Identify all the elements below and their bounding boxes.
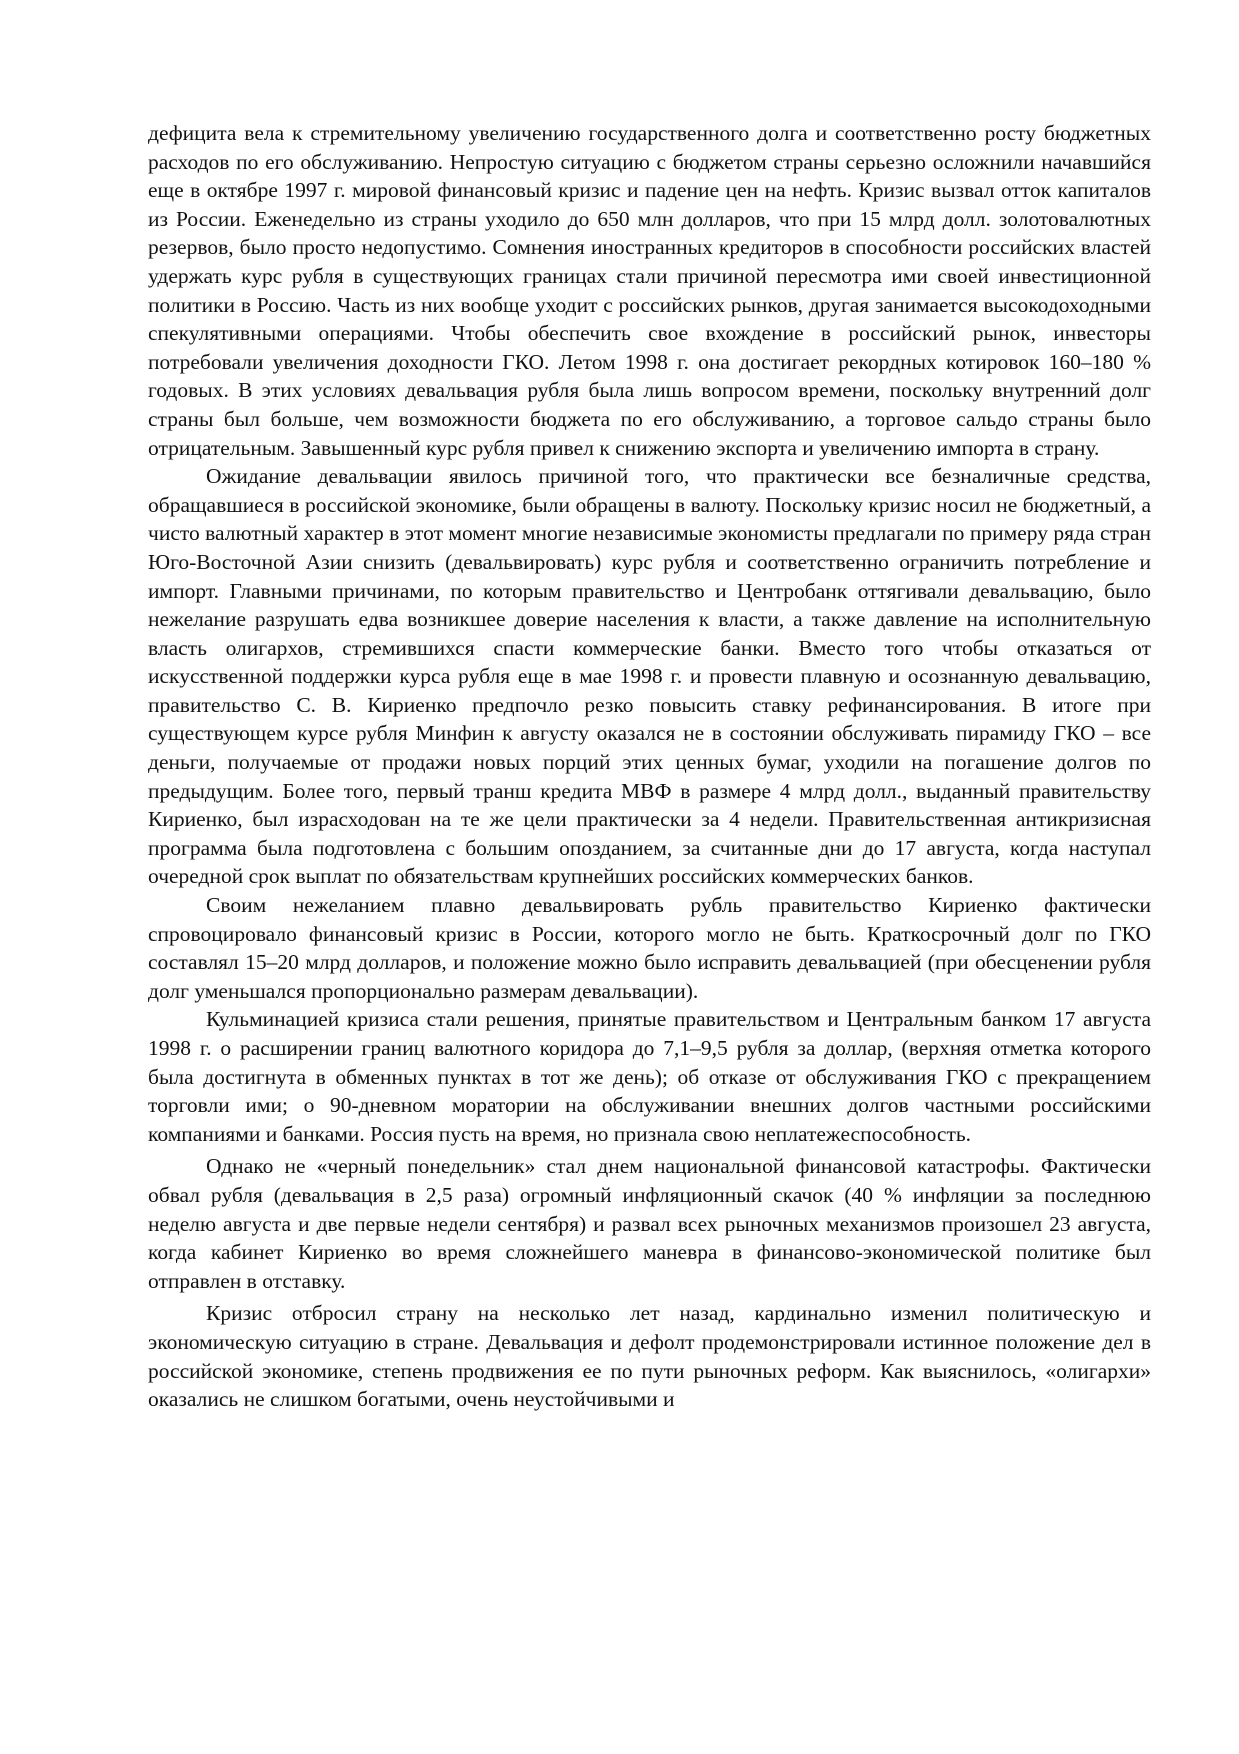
- document-body: [148, 119, 1151, 1414]
- paragraph-3: Своим нежеланием плавно девальвировать рубль правительство Кириенко фактически спровоцировало финансовый кризис в России, которого могло не быть. Краткосрочный долг по ГКО составлял 15–20 млрд долларов, и положение можно было исправить девальвацией (при обесценении рубля долг уменьшался пропорционально размерам девальвации).: [148, 893, 1151, 1003]
- paragraph-5: Однако не «черный понедельник» стал днем национальной финансовой катастрофы. Фактически обвал рубля (девальвация в 2,5 раза) огромный инфляционный скачок (40 % инфляции за последнюю неделю августа и две первые недели сентября) и развал всех рыночных механизмов произошел 23 августа, когда кабинет Кириенко во время сложнейшего маневра в финансово-экономической политике был отправлен в отставку.: [148, 1154, 1151, 1293]
- paragraph-1: дефицита вела к стремительному увеличению государственного долга и соответственно росту бюджетных расходов по его обслуживанию. Непростую ситуацию с бюджетом страны серьезно осложнили начавшийся еще в октябре 1997 г. мировой финансовый кризис и падение цен на нефть. Кризис вызвал отток капиталов из России. Еженедельно из страны уходило до 650 млн долларов, что при 15 млрд долл. золотовалютных резервов, было просто недопустимо. Сомнения иностранных кредиторов в способности российских властей удержать курс рубля в существующих границах стали причиной пересмотра ими своей инвестиционной политики в Россию. Часть из них вообще уходит с российских рынков, другая занимается высокодоходными спекулятивными операциями. Чтобы обеспечить свое вхождение в российский рынок, инвесторы потребовали увеличения доходности ГКО. Летом 1998 г. она достигает рекордных котировок 160–180 % годовых. В этих условиях девальвация рубля была лишь вопросом времени, поскольку внутренний долг страны был больше, чем возможности бюджета по его обслуживанию, а торговое сальдо страны было отрицательным. Завышенный курс рубля привел к снижению экспорта и увеличению импорта в страну.: [148, 121, 1151, 460]
- paragraph-6: Кризис отбросил страну на несколько лет назад, кардинально изменил политическую и экономическую ситуацию в стране. Девальвация и дефолт продемонстрировали истинное положение дел в российской экономике, степень продвижения ее по пути рыночных реформ. Как выяснилось, «олигархи» оказались не слишком богатыми, очень неустойчивыми и: [148, 1301, 1151, 1412]
- paragraph-4: Кульминацией кризиса стали решения, принятые правительством и Центральным банком 17 августа 1998 г. о расширении границ валютного коридора до 7,1–9,5 рубля за доллар, (верхняя отметка которого была достигнута в обменных пунктах в тот же день); об отказе от обслуживания ГКО с прекращением торговли ими; о 90-дневном моратории на обслуживании внешних долгов частными российскими компаниями и банками. Россия пусть на время, но признала свою неплатежеспособность.: [148, 1007, 1151, 1146]
- paragraph-2: Ожидание девальвации явилось причиной того, что практически все безналичные средства, обращавшиеся в российской экономике, были обращены в валюту. Поскольку кризис носил не бюджетный, а чисто валютный характер в этот момент многие независимые экономисты предлагали по примеру ряда стран Юго-Восточной Азии снизить (девальвировать) курс рубля и соответственно ограничить потребление и импорт. Главными причинами, по которым правительство и Центробанк оттягивали девальвацию, было нежелание разрушать едва возникшее доверие населения к власти, а также давление на исполнительную власть олигархов, стремившихся спасти коммерческие банки. Вместо того чтобы отказаться от искусственной поддержки курса рубля еще в мае 1998 г. и провести плавную и осознанную девальвацию, правительство С. В. Кириенко предпочло резко повысить ставку рефинансирования. В итоге при существующем курсе рубля Минфин к августу оказался не в состоянии обслуживать пирамиду ГКО – все деньги, получаемые от продажи новых порций этих ценных бумаг, уходили на погашение долгов по предыдущим. Более того, первый транш кредита МВФ в размере 4 млрд долл., выданный правительству Кириенко, был израсходован на те же цели практически за 4 недели. Правительственная антикризисная программа была подготовлена с большим опозданием, за считанные дни до 17 августа, когда наступал очередной срок выплат по обязательствам крупнейших российских коммерческих банков.: [148, 464, 1151, 889]
